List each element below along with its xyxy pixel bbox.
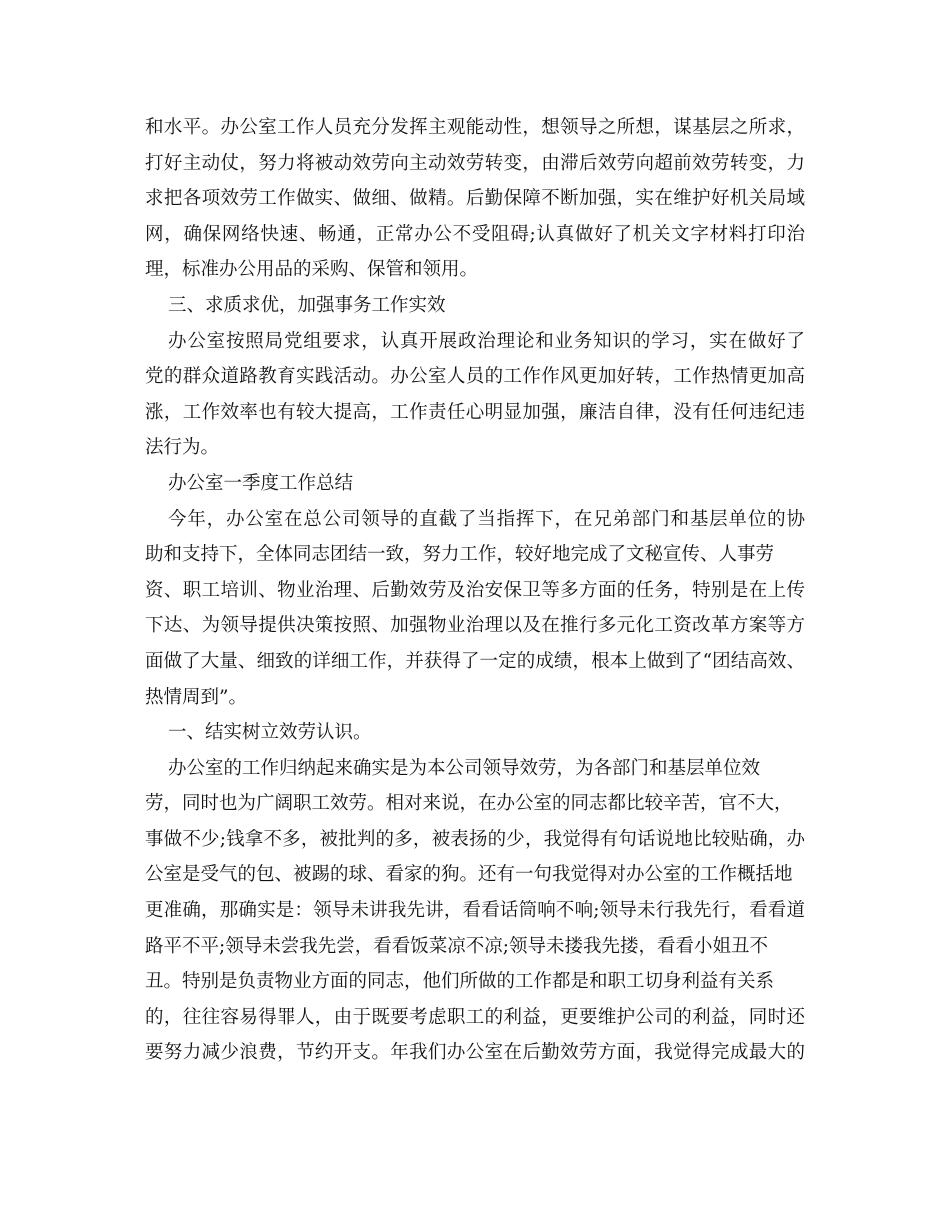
text-line: 求把各项效劳工作做实、做细、做精。后勤保障不断加强，实在维护好机关局域 xyxy=(145,188,805,210)
text-line: 党的群众道路教育实践活动。办公室人员的工作作风更加好转，工作热情更加高 xyxy=(145,366,805,388)
text-line: 办公室的工作归纳起来确实是为本公司领导效劳，为各部门和基层单位效 xyxy=(168,757,761,779)
text-line: 劳，同时也为广阔职工效劳。相对来说，在办公室的同志都比较辛苦，官不大， xyxy=(145,793,793,815)
text-line: 法行为。 xyxy=(145,437,220,459)
text-line: 打好主动仗，努力将被动效劳向主动效劳转变，由滞后效劳向超前效劳转变，力 xyxy=(145,152,805,174)
text-line: 理，标准办公用品的采购、保管和领用。 xyxy=(145,259,479,281)
text-line: 事做不少;钱拿不多，被批判的多，被表扬的少，我觉得有句话说地比较贴确，办 xyxy=(145,828,805,850)
text-line: 公室是受气的包、被踢的球、看家的狗。还有一句我觉得对办公室的工作概括地 xyxy=(145,864,793,886)
document-body xyxy=(145,110,805,1071)
text-line: 要努力减少浪费，节约开支。年我们办公室在后勤效劳方面，我觉得完成最大的 xyxy=(145,1042,805,1064)
text-line: 三、求质求优，加强事务工作实效 xyxy=(168,294,446,316)
text-line: 涨，工作效率也有较大提高，工作责任心明显加强，廉洁自律，没有任何违纪违 xyxy=(145,401,805,423)
text-line: 资、职工培训、物业治理、后勤效劳及治安保卫等多方面的任务，特别是在上传 xyxy=(145,579,805,601)
text-line: 一、结实树立效劳认识。 xyxy=(168,722,372,744)
text-line: 热情周到”。 xyxy=(145,686,247,708)
text-line: 和水平。办公室工作人员充分发挥主观能动性，想领导之所想，谋基层之所求， xyxy=(145,117,805,138)
text-line: 网，确保网络快速、畅通，正常办公不受阻碍;认真做好了机关文字材料打印治 xyxy=(145,223,805,245)
text-line: 办公室一季度工作总结 xyxy=(168,472,354,494)
text-line: 今年，办公室在总公司领导的直截了当指挥下，在兄弟部门和基层单位的协 xyxy=(168,508,805,530)
text-line: 办公室按照局党组要求，认真开展政治理论和业务知识的学习，实在做好了 xyxy=(168,330,805,352)
text-line: 的，往往容易得罪人，由于既要考虑职工的利益，更要维护公司的利益，同时还 xyxy=(145,1006,805,1028)
text-line: 丑。特别是负责物业方面的同志，他们所做的工作都是和职工切身利益有关系 xyxy=(145,971,775,993)
text-line: 路平不平;领导未尝我先尝，看看饭菜凉不凉;领导未搂我先搂，看看小姐丑不 xyxy=(145,935,768,957)
text-line: 助和支持下，全体同志团结一致，努力工作，较好地完成了文秘宣传、人事劳 xyxy=(145,544,775,566)
text-line: 面做了大量、细致的详细工作，并获得了一定的成绩，根本上做到了“团结高效、 xyxy=(145,650,805,672)
text-line: 下达、为领导提供决策按照、加强物业治理以及在推行多元化工资改革方案等方 xyxy=(145,615,805,637)
text-line: 更准确，那确实是：领导未讲我先讲，看看话筒响不响;领导未行我先行，看看道 xyxy=(145,900,805,922)
